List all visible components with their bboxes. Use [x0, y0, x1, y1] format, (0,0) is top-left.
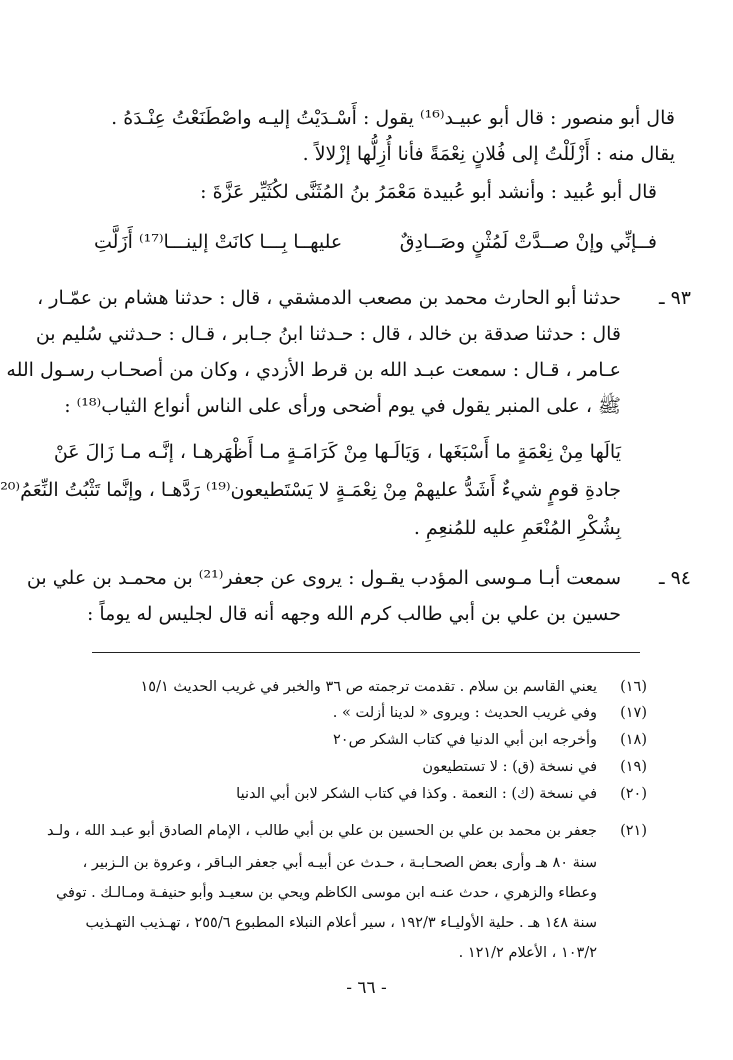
quote-line3: بِشُكْرِ المُنْعَمِ عليه للمُنعِمِ . — [413, 517, 621, 539]
footnote-number: (٢١) — [620, 823, 647, 839]
hadith-number-94: ٩٤ ـ — [658, 567, 691, 589]
footnote-text: في نسخة (ق) : لا تستطيعون — [422, 759, 597, 775]
quote-line2: جادةِ قومٍ شيءٌ أَشَدُّ عليهمْ مِنْ نِعْمَـةٍ لا يَسْتَطيعون⁽¹⁹⁾ رَدَّهـا ، وإنَّما تَثْبُتُ النِّعَمُ⁽²⁰ — [0, 479, 621, 501]
footnote-text: جعفر بن محمد بن علي بن الحسين بن علي بن أبي طالب ، الإمام الصادق أبو عبـد الله ، ولـد — [46, 823, 597, 839]
footnote-number: (١٩) — [620, 759, 647, 775]
footnote-number: (١٦) — [620, 679, 647, 695]
para2-line1: قال أبو عُبيد : وأنشد أبو عُبيدة مَعْمَرُ بنُ المُثَنَّى لكُثَيِّر عَزَّةَ : — [200, 181, 657, 203]
footnote-continuation: وعطاء والزهري ، حدث عنـه ابن موسى الكاظم ويحي بن سعيـد وأبو حنيفـة ومـالـك . توفي — [55, 885, 597, 901]
footnote-number: (١٧) — [620, 705, 647, 721]
footnote-continuation: سنة ١٤٨ هـ . حلية الأوليـاء ١٩٢/٣ ، سير أعلام النبلاء المطبوع ٢٥٥/٦ ، تهـذيب التهـذيب — [85, 915, 597, 931]
item94-line2: حسين بن علي بن أبي طالب كرم الله وجهه أنه قال لجليس له يوماً : — [86, 603, 621, 625]
footnote-separator — [92, 652, 640, 653]
item94-line1: سمعت أبـا مـوسى المؤدب يقـول : يروى عن جعفر⁽²¹⁾ بن محمـد بن علي بن — [26, 567, 621, 589]
footnote-number: (١٨) — [620, 732, 647, 748]
footnote-number: (٢٠) — [620, 786, 647, 802]
item93-line3: عـامر ، قـال : سمعت عبـد الله بن قرط الأزدي ، وكان من أصحـاب رسـول الله — [6, 359, 621, 381]
footnote-continuation: سنة ٨٠ هـ وأرى بعض الصحـابـة ، حـدث عن أبيـه أبي جعفر البـاقر ، وعروة بن الـزبير ، — [82, 855, 597, 871]
quote-line1: يَالَها مِنْ نِعْمَةٍ ما أَسْبَغَها ، وَيَالَـها مِنْ كَرَامَـةٍ مـا أَظْهَرهـا ، إنَّـه مـا زَالَ عَنْ — [53, 441, 621, 463]
page-number: - ٦٦ - — [346, 978, 387, 998]
footnote-text: في نسخة (ك) : النعمة . وكذا في كتاب الشكر لابن أبي الدنيا — [236, 786, 597, 802]
footnote-text: وأخرجه ابن أبي الدنيا في كتاب الشكر ص٢٠ — [333, 732, 597, 748]
verse-first-hemistich: فــإنِّي وإنْ صــدَّتْ لَمُثْنٍ وصَــادِقٌ — [399, 231, 657, 253]
item93-line1: حدثنا أبو الحارث محمد بن مصعب الدمشقي ، قال : حدثنا هشام بن عمّـار ، — [37, 287, 621, 309]
para1-line1: قال أبو منصور : قال أبو عبيـد⁽¹⁶⁾ يقول : أَسْـدَيْتُ إليـه واصْطَنَعْتُ عِنْـدَهُ . — [111, 107, 675, 129]
para1-line2: يقال منه : أَزْلَلْتُ إلى فُلانٍ نِعْمَةً فأنا أُزِلُّها إزْلالاً . — [302, 143, 675, 165]
footnote-continuation: ١٠٣/٢ ، الأعلام ١٢١/٢ . — [458, 945, 597, 961]
item93-line4: ﷺ ، على المنبر يقول في يوم أضحى ورأى على الناس أنواع الثياب⁽¹⁸⁾ : — [64, 395, 621, 417]
hadith-number-93: ٩٣ ـ — [658, 287, 691, 309]
item93-line2: قال : حدثنا صدقة بن خالد ، قال : حـدثنا ابنُ جـابر ، قـال : حـدثني سُليم بن — [35, 323, 621, 345]
footnote-text: يعني القاسم بن سلام . تقدمت ترجمته ص ٣٦ والخبر في غريب الحديث ١٥/١ — [140, 679, 597, 695]
footnote-text: وفي غريب الحديث : ويروى « لدينا أزلت » . — [332, 705, 597, 721]
verse-second-hemistich: عليهــا بِـــا كانَتْ إلينـــا⁽¹⁷⁾ أَزَلَّتِ — [94, 231, 343, 253]
